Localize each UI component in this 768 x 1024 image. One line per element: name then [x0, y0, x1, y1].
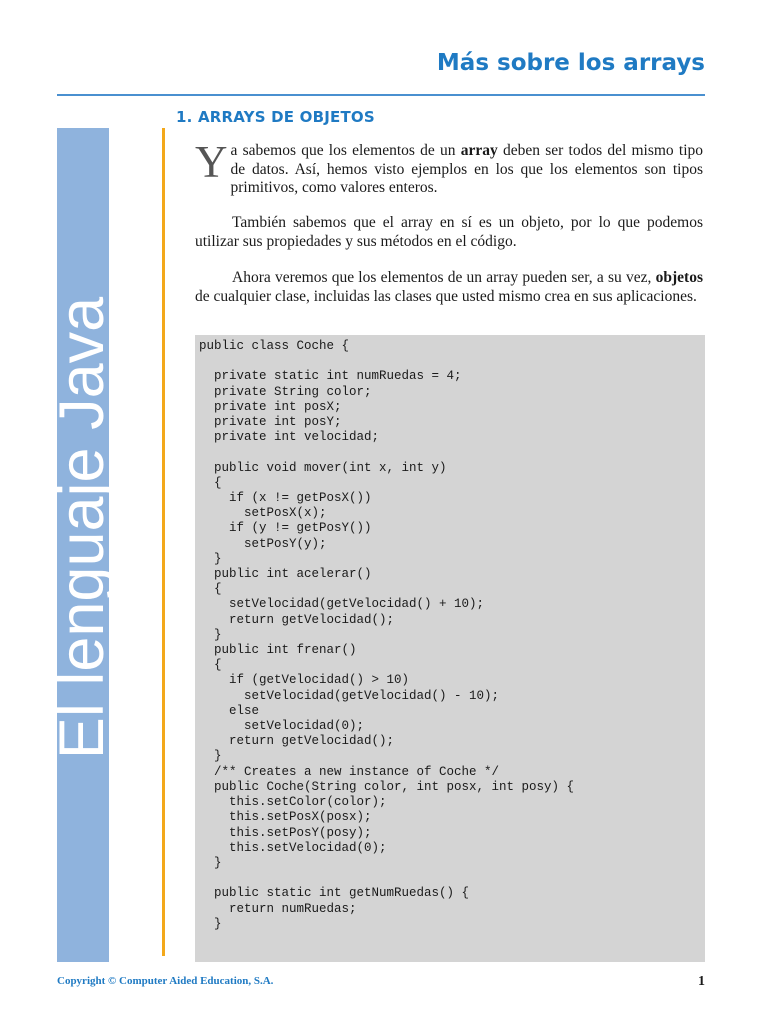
header-rule — [57, 94, 705, 96]
sidebar-vertical-title: El lenguaje Java — [46, 296, 117, 760]
section-heading: 1. ARRAYS DE OBJETOS — [176, 108, 375, 126]
sidebar-band — [46, 128, 117, 962]
page-title: Más sobre los arrays — [436, 50, 705, 76]
paragraph-objects-bold: objetos — [655, 269, 703, 286]
paragraph-array-object-text: También sabemos que el array en sí es un objeto, por lo que podemos utilizar sus propiedades y sus métodos en el código. — [195, 214, 703, 250]
page-number: 1 — [698, 974, 705, 989]
paragraph-intro-text-a: a sabemos que los elementos de un — [230, 142, 461, 159]
footer-copyright: Copyright © Computer Aided Education, S.A. — [57, 975, 274, 987]
code-listing: public class Coche { private static int numRuedas = 4; private String color; private int posX; private int posY; private int velocidad; public void mover(int x, int y) { if (x != getPosX()) setPosX(x); if (y != getPosY()) setPosY(y); } public int acelerar() { setVelocidad(getVelocidad() + 10); return getVelocidad(); } public int frenar() { if (getVelocidad() > 10) setVelocidad(getVelocidad() - 10); else setVelocidad(0); return getVelocidad(); } /** Creates a new instance of Coche */ public Coche(String color, int posx, int posy) { this.setColor(color); this.setPosX(posx); this.setPosY(posy); this.setVelocidad(0); } public static int getNumRuedas() { return numRuedas; } — [199, 339, 575, 931]
paragraph-intro-text-b: deben ser todos del mismo tipo de datos. Así, hemos visto ejemplos en los que los elementos son tipos primitivos, como valores enteros. — [230, 142, 704, 196]
paragraph-objects-text-a: Ahora veremos que los elementos de un array pueden ser, a su vez, — [232, 269, 656, 286]
drop-cap: Y — [195, 137, 228, 187]
code-listing-box — [195, 335, 705, 962]
paragraph-intro-bold: array — [460, 142, 498, 159]
paragraph-array-object — [195, 214, 703, 251]
vertical-divider — [162, 128, 165, 956]
paragraph-intro — [195, 137, 704, 198]
paragraph-objects-text-b: de cualquier clase, incluidas las clases que usted mismo crea en sus aplicaciones. — [195, 287, 697, 305]
paragraph-objects — [195, 269, 703, 306]
